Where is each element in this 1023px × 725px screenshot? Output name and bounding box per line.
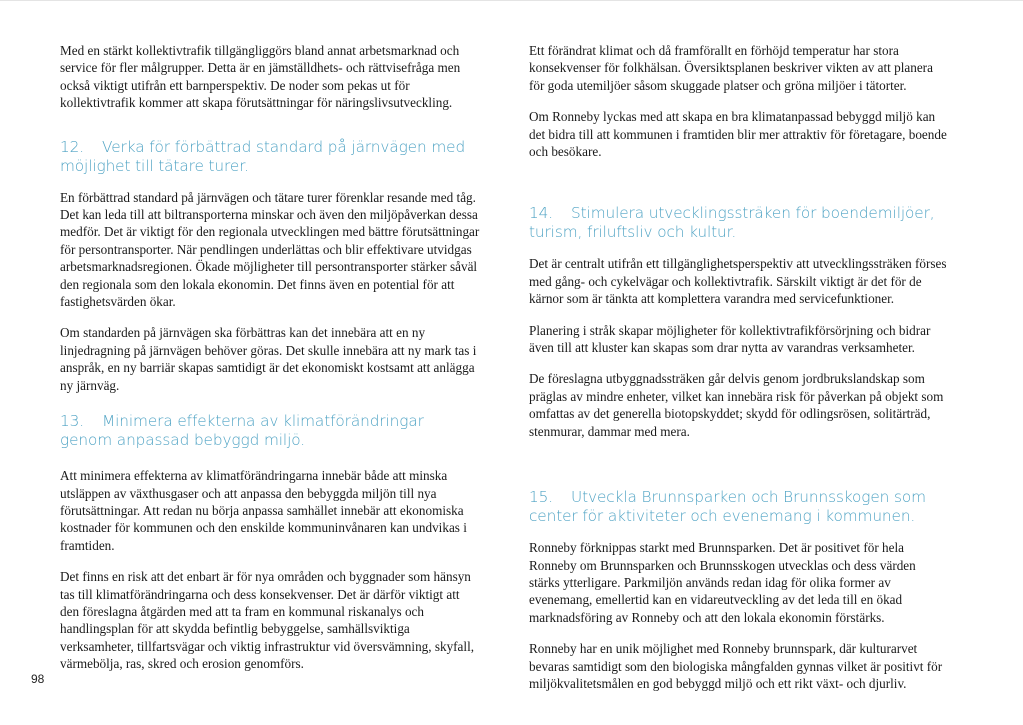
section-15-heading (529, 488, 949, 526)
section-12-number: 12. (60, 137, 85, 156)
section-14-heading (529, 204, 949, 242)
section-13-paragraph-2: Det finns en risk att det enbart är för nya områden och byggnader som hänsyn tas till klimatförändringarna och dess konsekvenser. Det är därför viktigt att den föreslagna åtgärden med att ta fram en kommunal riskanalys och handlingsplan för att skydda befintlig bebyggelse, samhällsviktiga verksamheter, tillfartsvägar och viktig infrastruktur vid översvämning, skyfall, värmebölja, ras, skred och erosion genomförs. (60, 569, 475, 672)
section-15-paragraph-2: Ronneby har en unik möjlighet med Ronneby brunnspark, där kulturarvet bevaras samtidigt som den biologiska mångfalden gynnas vilket är positivt för miljökvalitetsmålen en god bebyggd miljö och ett rikt växt- och djurliv. (529, 641, 943, 691)
section-14-paragraph-1: Det är centralt utifrån ett tillgänglighetsperspektiv att utvecklingssträken förses med gång- och cykelvägar och kollektivtrafik. Särskilt viktigt är det för de kärnor som är tänkta att komplettera varandra med servicefunktioner. (529, 256, 947, 307)
section-15-number: 15. (529, 488, 554, 507)
climate-paragraph-1: Ett förändrat klimat och då framförallt en förhöjd temperatur har stora konsekvenser för folkhälsan. Översiktsplanen beskriver vikten av att planera för goda utemiljöer såsom skuggade platser och gröna miljöer i tätorter. (529, 43, 933, 93)
section-12-title: Verka för förbättrad standard på järnvägen med möjlighet till tätare turer. (60, 137, 466, 175)
section-12-paragraph-2: Om standarden på järnvägen ska förbättras kan det innebära att en ny linjedragning på järnvägen behöver göras. Det skulle innebära att ny mark tas i anspråk, en ny barriär skapas samtidigt är det ekonomiskt kostsamt att anlägga ny järnväg. (60, 325, 477, 393)
intro-paragraph: Med en stärkt kollektivtrafik tillgängliggörs bland annat arbetsmarknad och service för fler målgrupper. Detta är en jämställdhets- och rättvisefråga men också viktigt utifrån ett barnperspektiv. De noder som pekas ut för kollektivtrafik kommer att skapa förutsättningar för näringslivsutveckling. (60, 43, 461, 111)
left-column (60, 42, 480, 687)
section-13-paragraph-1: Att minimera effekterna av klimatförändringarna innebär både att minska utsläppen av växthusgaser och att anpassa den bebyggda miljön till nya förutsättningar. Att redan nu börja anpassa samhället innebär att ekonomiska kostnader för kommunen och den enskilde kommuninvånaren kan undvikas i framtiden. (60, 468, 467, 553)
page-number: 98 (31, 672, 45, 686)
section-12-heading (60, 138, 480, 176)
right-column (529, 42, 949, 706)
section-15-paragraph-1: Ronneby förknippas starkt med Brunnsparken. Det är positivet för hela Ronneby om Brunnsparken och Brunnsskogen utvecklas och dess värden stärks ytterligare. Parkmiljön används redan idag för olika former av evenemang, emellertid kan en vidareutveckling av det leda till en ökad marknadsföring av Ronneby och att den lokala ekonomin förstärks. (529, 540, 916, 625)
section-14-title: Stimulera utvecklingssträken för boendemiljöer, turism, friluftsliv och kultur. (529, 204, 935, 242)
section-12-paragraph-1: En förbättrad standard på järnvägen och tätare turer förenklar resande med tåg. Det kan leda till att biltransporterna minskar och även den miljöpåverkan dessa medför. Det är viktigt för den regionala utvecklingen med bättre förutsättningar för persontransporter. När pendlingen underlättas och blir effektivare utvidgas arbetsmarknadsregionen. Ökade möjligheter till persontransporter stärker såväl den regionala som den lokala ekonomin. Det finns även en potential för att fastighetsvärden ökar. (60, 189, 480, 310)
climate-paragraph-2: Om Ronneby lyckas med att skapa en bra klimatanpassad bebyggd miljö kan det bidra till att kommunen i framtiden blir mer attraktiv för företagare, boende och besökare. (529, 109, 947, 160)
section-14-number: 14. (529, 204, 554, 223)
section-13-heading (60, 412, 480, 450)
section-13-title: Minimera effekterna av klimatförändringar genom anpassad bebyggd miljö. (60, 412, 424, 450)
section-13-number: 13. (60, 412, 85, 431)
section-14-paragraph-2: Planering i stråk skapar möjligheter för kollektivtrafikförsörjning och bidrar även till att kluster kan skapas som drar nytta av varandras verksamheter. (529, 322, 931, 356)
section-14-paragraph-3: De föreslagna utbyggnadssträken går delvis genom jordbrukslandskap som präglas av mindre enheter, vilket kan innebära risk för påverkan på objekt som omfattas av det generella biotopskyddet; skydd för odlingsrösen, solitärträd, stenmurar, dammar med mera. (529, 371, 944, 439)
page-top-edge (0, 0, 1023, 1)
section-15-title: Utveckla Brunnsparken och Brunnsskogen som center för aktiviteter och evenemang i kommunen. (529, 488, 926, 526)
